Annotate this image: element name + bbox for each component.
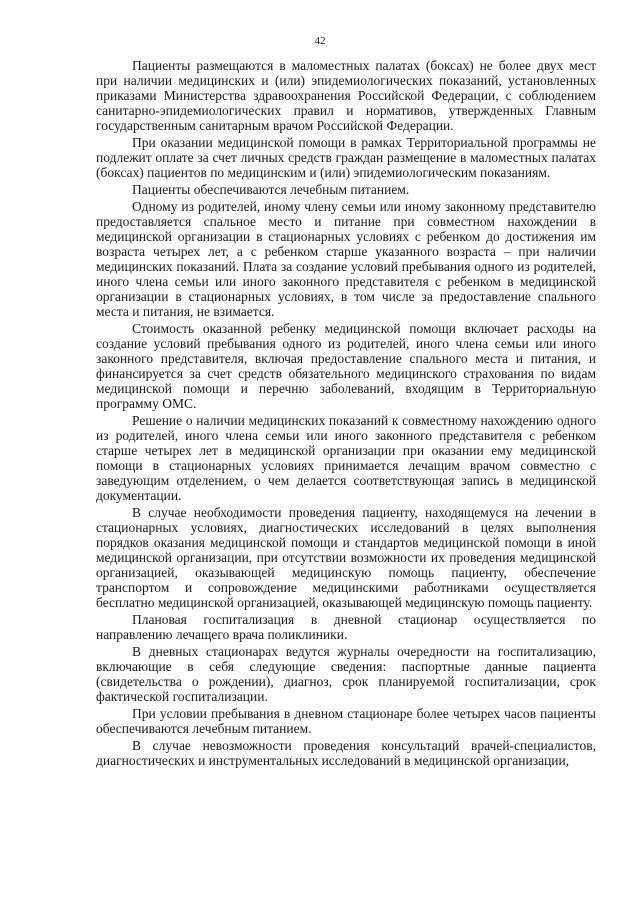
- paragraph-joint-stay-decision: Решение о наличии медицинских показаний к совместному нахождению одного из родителей, иного члена семьи или иного законного представителя с ребенком старше четырех лет в медицинской организации при оказании ему медицинской помощи в стационарных условиях принимается лечащим врачом совместно с заведующим отделением, о чем делается соответствующая запись в медицинской документации.: [96, 413, 596, 503]
- paragraph-day-hospital-nutrition: При условии пребывания в дневном стационаре более четырех часов пациенты обеспечиваются лечебным питанием.: [96, 706, 596, 736]
- document-body: [96, 58, 596, 770]
- paragraph-consultations-unavailable: В случае невозможности проведения консультаций врачей-специалистов, диагностических и инструментальных исследований в медицинской организации,: [96, 738, 596, 768]
- paragraph-cost-coverage: Стоимость оказанной ребенку медицинской помощи включает расходы на создание условий пребывания одного из родителей, иного члена семьи или иного законного представителя, включая предоставление спального места и питания, и финансируется за счет средств обязательного медицинского страхования по видам медицинской помощи и перечню заболеваний, входящим в Территориальную программу ОМС.: [96, 321, 596, 411]
- paragraph-therapeutic-nutrition: Пациенты обеспечиваются лечебным питанием.: [132, 182, 410, 197]
- page-number: 42: [314, 35, 326, 47]
- paragraph-day-hospital-journal: В дневных стационарах ведутся журналы очередности на госпитализацию, включающие в себя следующие сведения: паспортные данные пациента (свидетельства о рождении), диагноз, срок планируемой госпитализации, срок фактической госпитализации.: [96, 644, 596, 704]
- paragraph-no-payment-wards: При оказании медицинской помощи в рамках Территориальной программы не подлежит оплате за счет личных средств граждан размещение в маломестных палатах (боксах) пациентов по медицинским и (или) эпидемиологическим показаниям.: [96, 135, 596, 180]
- paragraph-diagnostic-transport: В случае необходимости проведения пациенту, находящемуся на лечении в стационарных условиях, диагностических исследований в целях выполнения порядков оказания медицинской помощи и стандартов медицинской помощи в иной медицинской организации, при отсутствии возможности их проведения медицинской организацией, оказывающей медицинскую помощь пациенту, обеспечение транспортом и сопровождение медицинскими работниками осуществляется бесплатно медицинской организацией, оказывающей медицинскую помощь пациенту.: [96, 505, 596, 610]
- paragraph-day-hospital-referral: Плановая госпитализация в дневной стационар осуществляется по направлению лечащего врача поликлиники.: [96, 612, 596, 642]
- paragraph-parent-accommodation: Одному из родителей, иному члену семьи или иному законному представителю предоставляется спальное место и питание при совместном нахождении в медицинской организации в стационарных условиях с ребенком до достижения им возраста четырех лет, а с ребенком старше указанного возраста – при наличии медицинских показаний. Плата за создание условий пребывания одного из родителей, иного члена семьи или иного законного представителя с ребенком в медицинской организации в стационарных условиях, в том числе за предоставление спального места и питания, не взимается.: [96, 199, 596, 319]
- paragraph-ward-placement: Пациенты размещаются в маломестных палатах (боксах) не более двух мест при наличии медицинских и (или) эпидемиологических показаний, установленных приказами Министерства здравоохранения Российской Федерации, с соблюдением санитарно-эпидемиологических правил и нормативов, утвержденных Главным государственным санитарным врачом Российской Федерации.: [96, 58, 596, 133]
